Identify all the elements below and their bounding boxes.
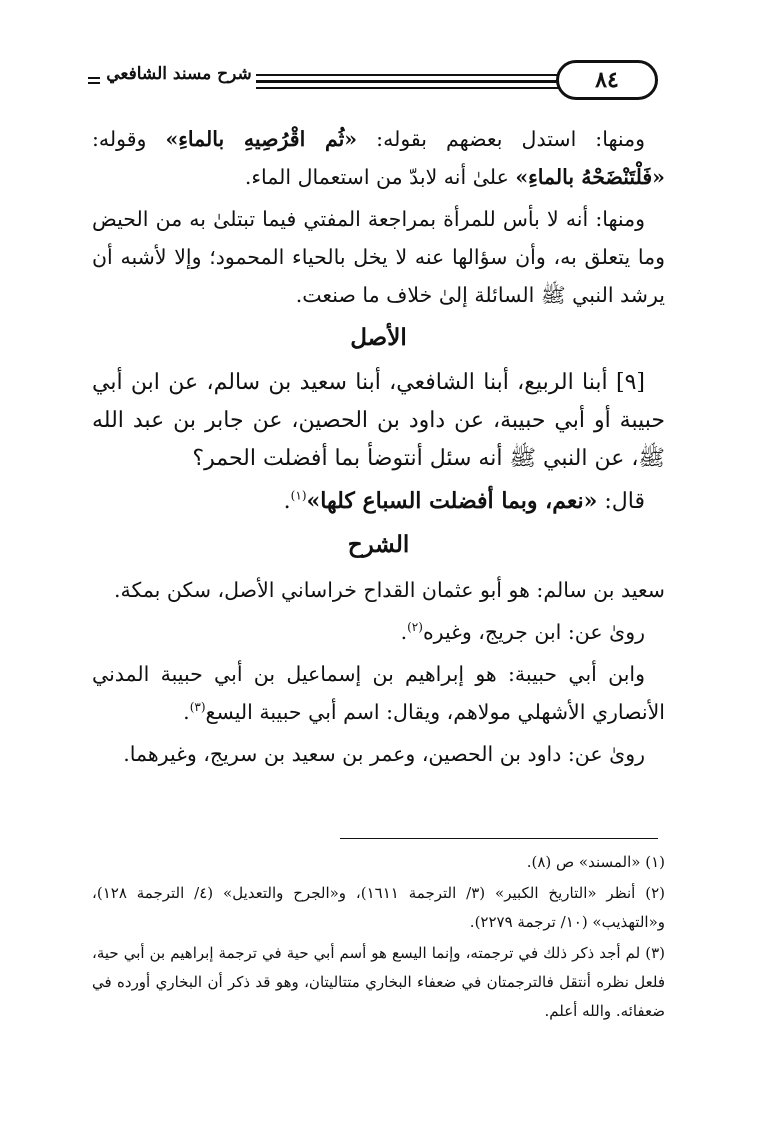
footnote-item: (١) «المسند» ص (٨). <box>526 853 665 871</box>
hadith-quote: «ثُم اقْرُصِيهِ بالماءِ» <box>165 127 358 151</box>
running-header <box>88 60 656 100</box>
header-rule <box>88 77 100 79</box>
footnote-ref[interactable]: (٢) <box>407 620 423 635</box>
header-rule <box>88 82 100 84</box>
main-text <box>92 120 665 777</box>
paragraph <box>92 120 665 196</box>
text-run: . <box>283 489 291 514</box>
section-heading-asl: الأصل <box>350 324 407 351</box>
text-run: علىٰ أنه لابدّ من استعمال الماء. <box>244 165 516 189</box>
hadith-paragraph: [٩] أبنا الربيع، أبنا الشافعي، أبنا سعيد بن سالم، عن ابن أبي حبيبة أو أبي حبيبة، عن داود بن الحصين، عن جابر بن عبد الله ﷺ، عن النبي ﷺ أنه سئل أنتوضأ بما أفضلت الحمر؟ <box>92 370 665 471</box>
footnote-item: (٢) أنظر «التاريخ الكبير» (٣/ الترجمة ١٦١١)، و«الجرح والتعديل» (٤/ الترجمة ١٢٨)، و«التهذيب» (١٠/ ترجمة ٢٢٧٩). <box>92 884 666 931</box>
footnote-item: (٣) لم أجد ذكر ذلك في ترجمته، وإنما اليسع هو أسم أبي حية في ترجمة إبراهيم بن أبي حية، فلعل نظره أنتقل فالترجمتان في ضعفاء البخاري متتاليتان، وهو قد ذكر أن البخاري أورده في ضعفائه. والله أعلم. <box>92 944 665 1020</box>
footnote-ref[interactable]: (١) <box>290 488 307 503</box>
footnote-separator <box>340 838 658 839</box>
text-run: . <box>183 700 190 724</box>
paragraph <box>92 613 665 651</box>
paragraph: سعيد بن سالم: هو أبو عثمان القداح خراساني الأصل، سكن بمكة. <box>114 578 665 602</box>
text-run: وقوله: <box>92 127 166 151</box>
section-heading-sharh: الشرح <box>347 531 410 558</box>
paragraph <box>92 482 665 521</box>
footnotes <box>92 848 665 1028</box>
text-run: وابن أبي حبيبة: هو إبراهيم بن إسماعيل بن أبي حبيبة المدني الأنصاري الأشهلي مولاهم، ويقال: اسم أبي حبيبة اليسع <box>92 662 665 724</box>
hadith-quote: «نعم، وبما أفضلت السباع كلها» <box>306 488 598 514</box>
text-run: . <box>400 620 408 644</box>
text-run: روىٰ عن: ابن جريج، وغيره <box>422 620 645 644</box>
page-number: ٨٤ <box>556 60 658 100</box>
text-run: قال: <box>597 489 645 514</box>
paragraph <box>92 655 665 731</box>
hadith-quote: «فَلْتَنْضَحْهُ بالماءِ» <box>515 165 665 189</box>
text-run: ومنها: استدل بعضهم بقوله: <box>357 127 645 151</box>
footnote-ref[interactable]: (٣) <box>189 700 206 715</box>
book-title: شرح مسند الشافعي <box>106 64 252 84</box>
paragraph: روىٰ عن: داود بن الحصين، وعمر بن سعيد بن سريج، وغيرهما. <box>123 742 645 766</box>
paragraph: ومنها: أنه لا بأس للمرأة بمراجعة المفتي فيما تبتلىٰ به من الحيض وما يتعلق به، وأن سؤالها عنه لا يخل بالحياء المحمود؛ وإلا لأشبه أن يرشد النبي ﷺ السائلة إلىٰ خلاف ما صنعت. <box>92 207 665 307</box>
